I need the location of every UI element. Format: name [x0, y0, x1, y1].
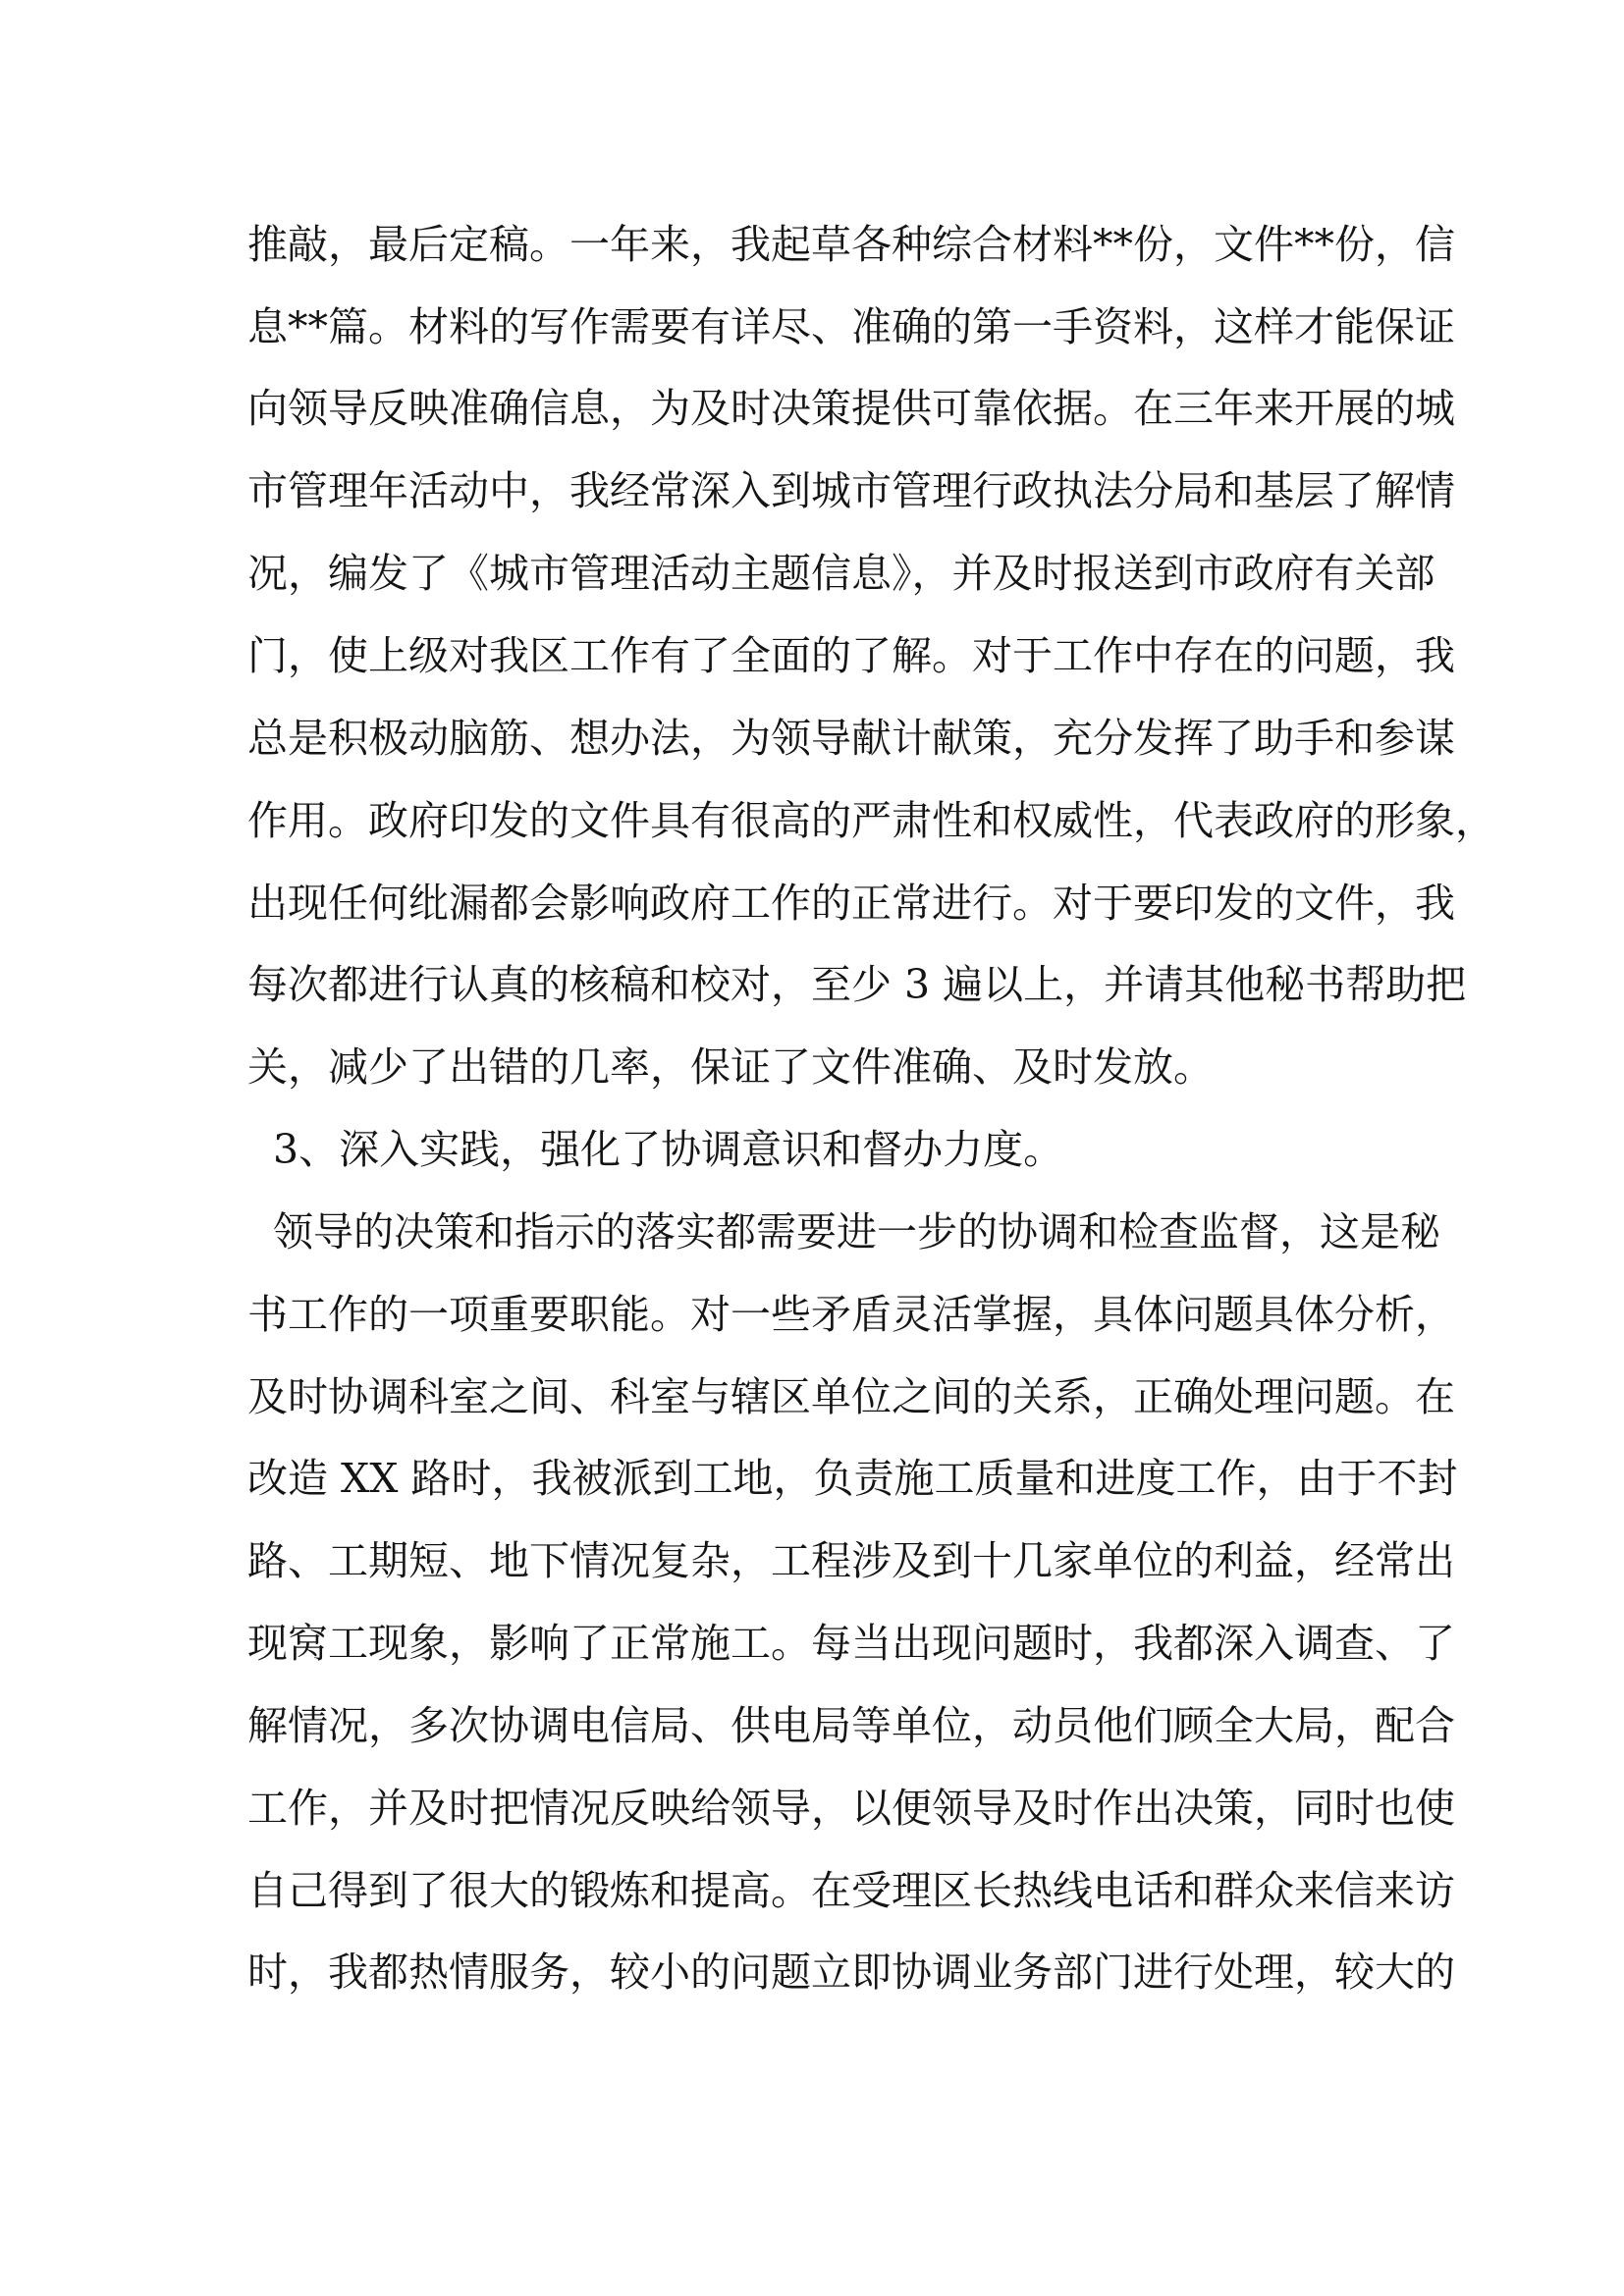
text-line-19: 解情况，多次协调电信局、供电局等单位，动员他们顾全大局，配合 [247, 1702, 1455, 1749]
text-line-21: 自己得到了很大的锻炼和提高。在受理区长热线电话和群众来信来访 [247, 1867, 1455, 1914]
text-line-14: 书工作的一项重要职能。对一些矛盾灵活掌握，具体问题具体分析， [247, 1291, 1455, 1338]
text-line-22: 时，我都热情服务，较小的问题立即协调业务部门进行处理，较大的 [247, 1949, 1455, 1996]
text-line-9: 出现任何纰漏都会影响政府工作的正常进行。对于要印发的文件，我 [247, 880, 1455, 927]
text-line-18: 现窝工现象，影响了正常施工。每当出现问题时，我都深入调查、了 [247, 1620, 1455, 1667]
text-line-17: 路、工期短、地下情况复杂，工程涉及到十几家单位的利益，经常出 [247, 1537, 1455, 1584]
text-line-8: 作用。政府印发的文件具有很高的严肃性和权威性，代表政府的形象， [247, 797, 1495, 844]
text-line-13: 领导的决策和指示的落实都需要进一步的协调和检查监督，这是秘 [273, 1208, 1440, 1255]
text-line-2: 息**篇。材料的写作需要有详尽、准确的第一手资料，这样才能保证 [247, 303, 1455, 350]
text-line-6: 门，使上级对我区工作有了全面的了解。对于工作中存在的问题，我 [247, 632, 1455, 679]
text-line-11: 关，减少了出错的几率，保证了文件准确、及时发放。 [247, 1043, 1214, 1091]
text-line-20: 工作，并及时把情况反映给领导，以便领导及时作出决策，同时也使 [247, 1785, 1455, 1832]
text-line-10: 每次都进行认真的核稿和校对，至少 3 遍以上，并请其他秘书帮助把 [247, 961, 1467, 1008]
text-line-15: 及时协调科室之间、科室与辖区单位之间的关系，正确处理问题。在 [247, 1373, 1455, 1420]
text-line-5: 况，编发了《城市管理活动主题信息》，并及时报送到市政府有关部 [247, 550, 1435, 597]
section-heading: 3、深入实践，强化了协调意识和督办力度。 [273, 1126, 1064, 1173]
text-line-7: 总是积极动脑筋、想办法，为领导献计献策，充分发挥了助手和参谋 [247, 715, 1455, 762]
text-line-1: 推敲，最后定稿。一年来，我起草各种综合材料**份，文件**份，信 [247, 221, 1455, 268]
text-line-3: 向领导反映准确信息，为及时决策提供可靠依据。在三年来开展的城 [247, 385, 1455, 432]
text-line-4: 市管理年活动中，我经常深入到城市管理行政执法分局和基层了解情 [247, 467, 1455, 514]
text-line-16: 改造 XX 路时，我被派到工地，负责施工质量和进度工作，由于不封 [247, 1455, 1458, 1502]
